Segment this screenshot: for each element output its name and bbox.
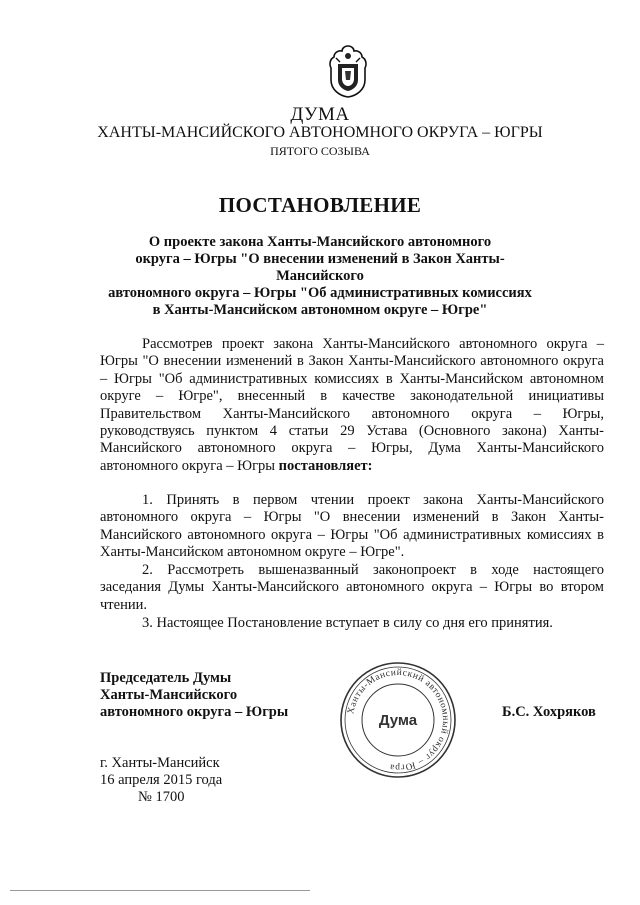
document-number: № 1700 — [138, 789, 185, 805]
org-name-line-1: ДУМА — [290, 104, 350, 125]
org-name-line-2: ХАНТЫ-МАНСИЙСКОГО АВТОНОМНОГО ОКРУГА – ЮГРЫ — [97, 124, 543, 141]
subject-line: автономного округа – Югры "Об административных комиссиях — [108, 285, 532, 301]
subject-line: в Ханты-Мансийском автономном округе – Югре" — [152, 302, 488, 318]
resolution-item-2: 2. Рассмотреть вышеназванный законопроект в ходе настоящего заседания Думы Ханты-Мансийского автономного округа – Югры во втором чтении. — [100, 562, 604, 613]
place-and-date — [100, 755, 222, 806]
stamp-center-text: Дума — [378, 712, 418, 729]
document-title: ПОСТАНОВЛЕНИЕ — [218, 193, 422, 217]
date: 16 апреля 2015 года — [100, 772, 223, 788]
position-line: Председатель Думы — [100, 670, 232, 686]
resolution-item-3: 3. Настоящее Постановление вступает в силу со дня его принятия. — [142, 615, 553, 631]
coat-of-arms-icon — [326, 44, 370, 98]
position-line: автономного округа – Югры — [100, 704, 289, 720]
position-line: Ханты-Мансийского — [100, 687, 238, 703]
signatory-position — [100, 670, 288, 721]
preamble-paragraph — [100, 336, 604, 475]
footer-divider — [10, 890, 310, 891]
resolution-item-1: 1. Принять в первом чтении проект закона Ханты-Мансийского автономного округа – Югры "О внесении изменений в Закон Ханты-Мансийского автономного округа – Югры "Об административных комиссиях в Ханты-Мансийском автономном округе – Югре". — [100, 492, 604, 561]
official-stamp — [338, 660, 458, 780]
preamble-text: Рассмотрев проект закона Ханты-Мансийского автономного округа – Югры "О внесении изменений в Закон Ханты-Мансийского автономного округа – Югры "Об административных комиссиях в Ханты-Мансийском автономном округе – Югре", внесенный в качестве законодательной инициативы Правительством Ханты-Мансийского автономного округа – Югры, руководствуясь пунктом 4 статьи 29 Устава (Основного закона) Ханты-Мансийского автономного округа – Югры, Дума Ханты-Мансийского автономного округа – Югры — [100, 336, 604, 474]
resolves-word: постановляет: — [278, 457, 373, 474]
stamp-ring-text: Ханты-Мансийский автономный округ – Югра — [346, 667, 451, 773]
subject-line: округа – Югры "О внесении изменений в Закон Ханты-Мансийского — [135, 251, 505, 284]
subject-line: О проекте закона Ханты-Мансийского автономного — [148, 234, 492, 250]
convocation-line: ПЯТОГО СОЗЫВА — [270, 144, 370, 158]
document-subject — [100, 234, 540, 319]
signatory-name: Б.С. Хохряков — [502, 704, 596, 720]
city: г. Ханты-Мансийск — [100, 755, 220, 771]
